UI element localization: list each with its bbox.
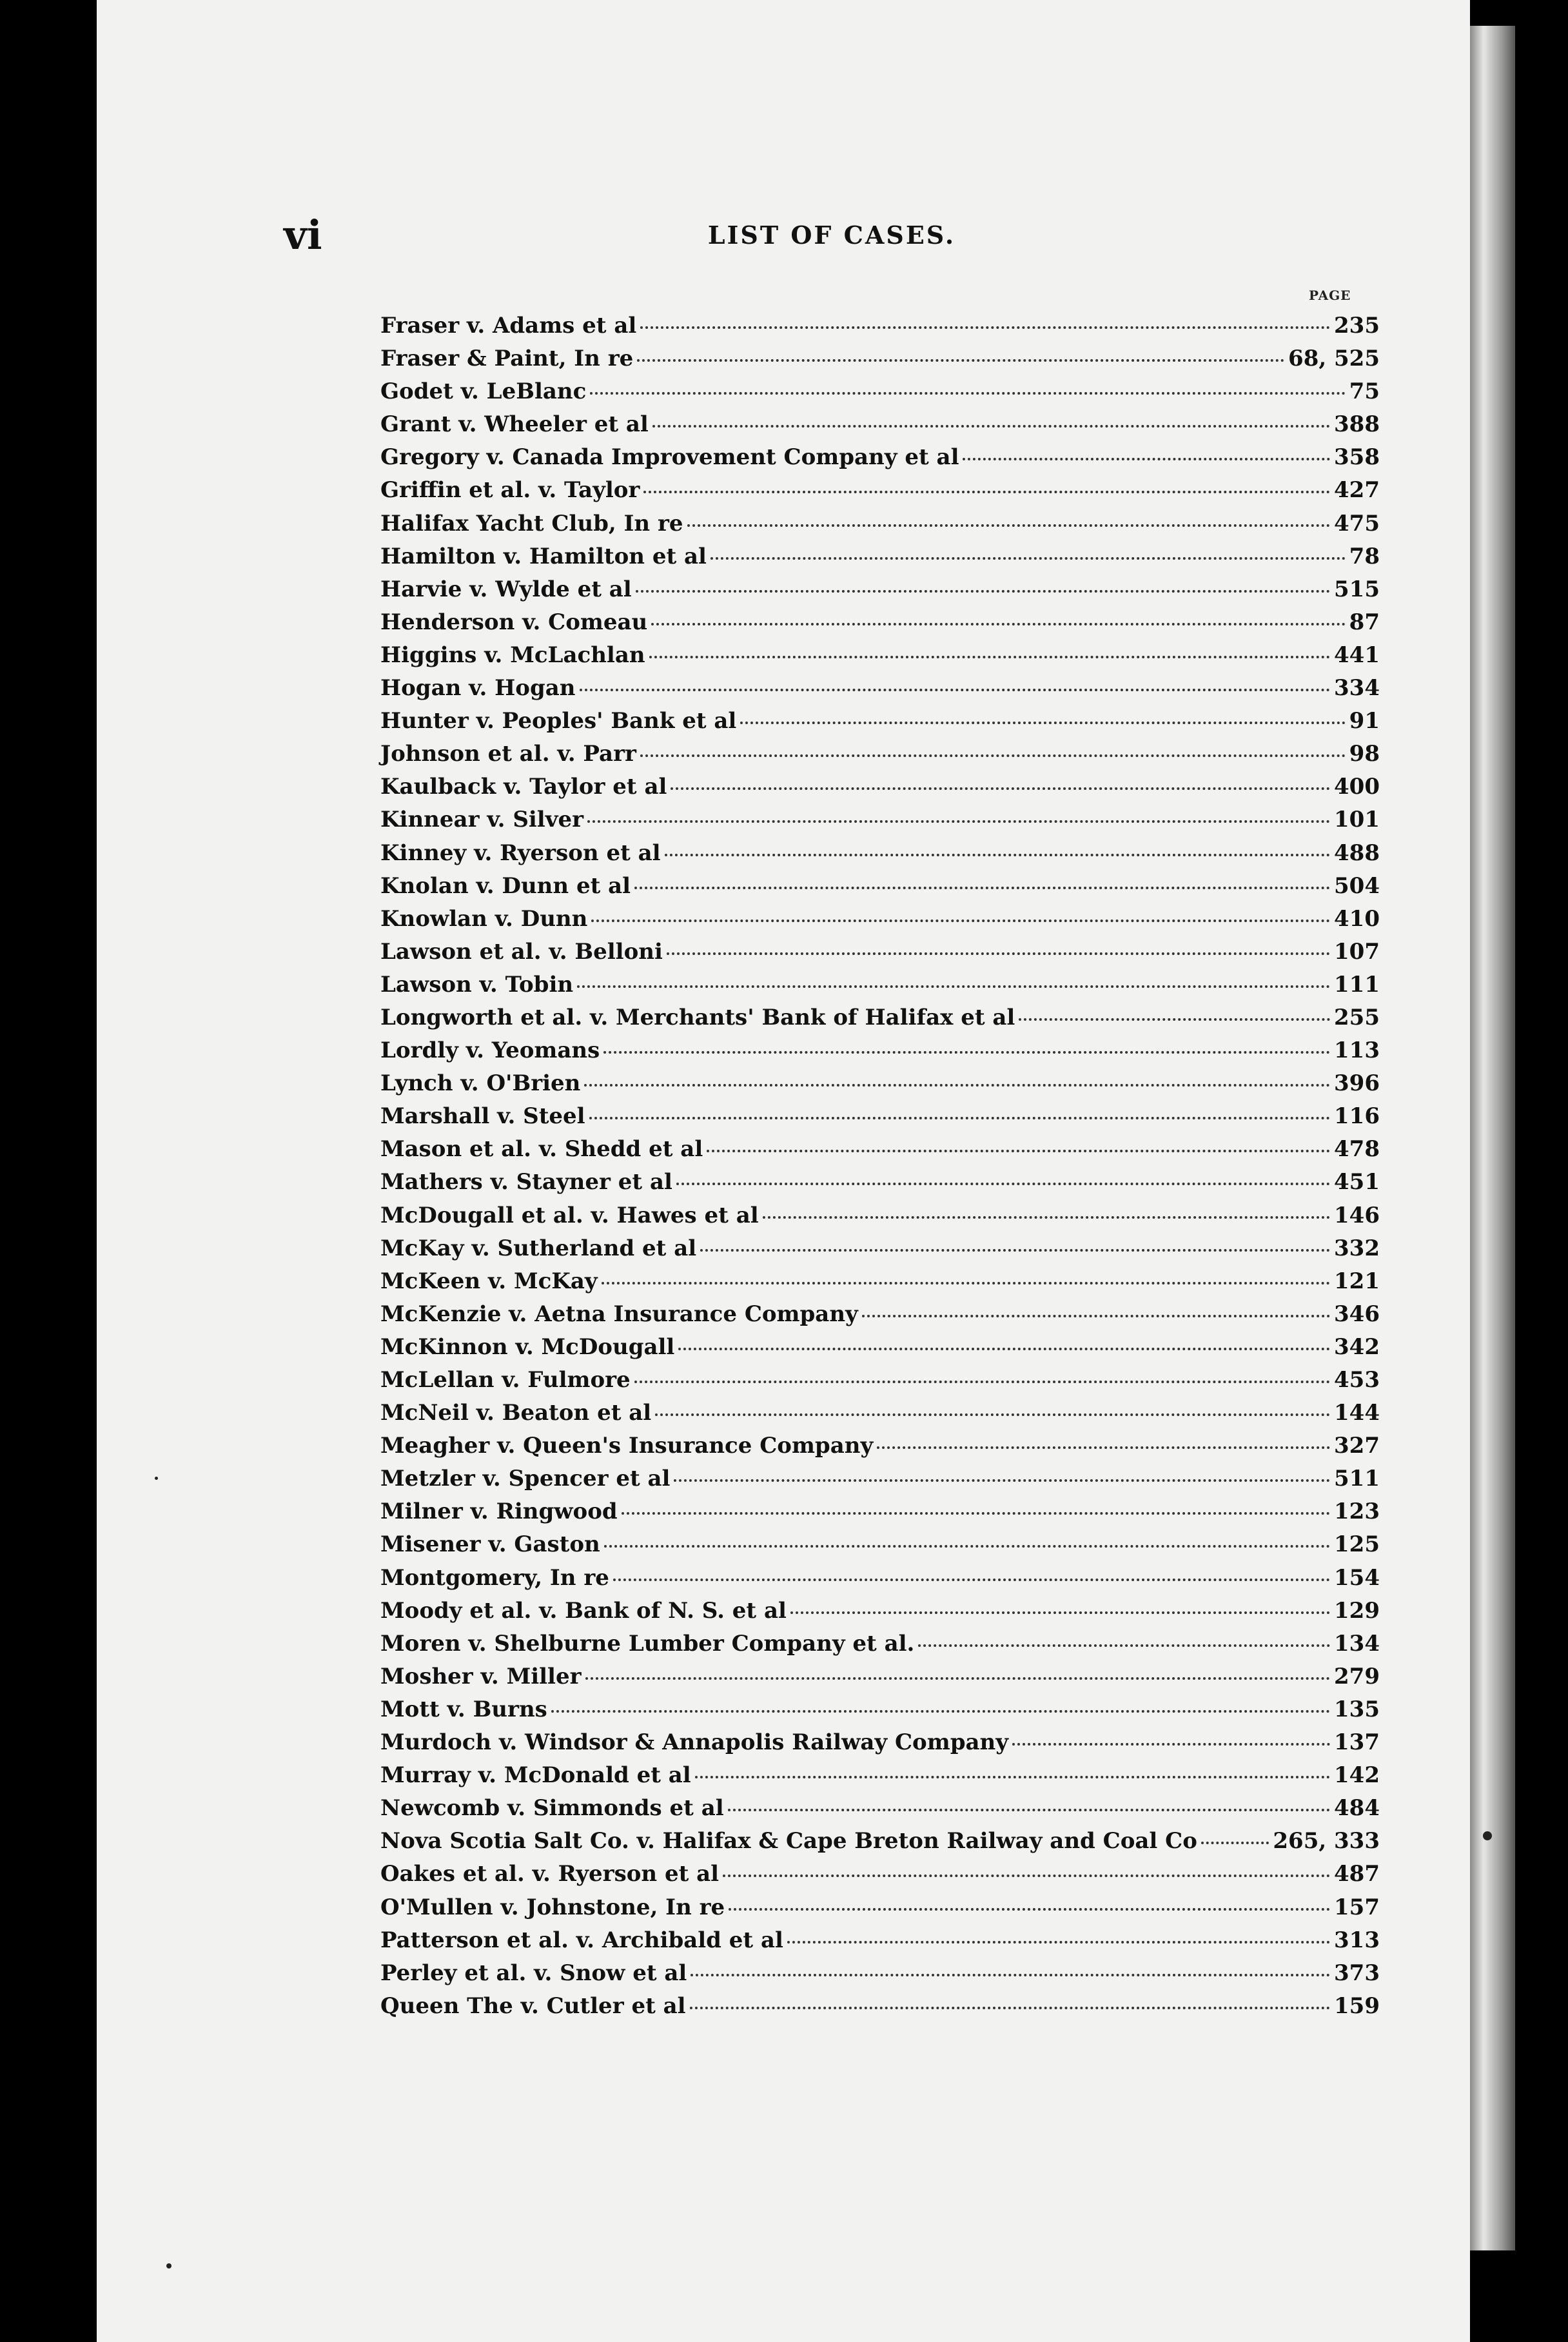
dot-leader — [577, 985, 1330, 988]
case-entry — [380, 1397, 1380, 1430]
case-page-number: 488 — [1334, 840, 1380, 866]
case-entry — [380, 1001, 1380, 1034]
case-name: Mott v. Burns — [380, 1696, 547, 1722]
case-name: Longworth et al. v. Merchants' Bank of Halifax et al — [380, 1004, 1015, 1030]
dot-leader — [602, 1282, 1330, 1284]
case-entry — [380, 1924, 1380, 1957]
case-page-number: 346 — [1334, 1301, 1380, 1327]
case-entry — [380, 903, 1380, 936]
case-name: Moody et al. v. Bank of N. S. et al — [380, 1597, 787, 1624]
case-entry — [380, 936, 1380, 969]
case-page-number: 78 — [1349, 543, 1380, 569]
case-entry — [380, 1495, 1380, 1528]
page-edge — [1470, 26, 1515, 2250]
case-name: Misener v. Gaston — [380, 1531, 600, 1558]
case-entry — [380, 672, 1380, 705]
case-name: McKenzie v. Aetna Insurance Company — [380, 1301, 858, 1327]
case-name: Mathers v. Stayner et al — [380, 1169, 672, 1196]
case-name: Griffin et al. v. Taylor — [380, 477, 640, 504]
case-page-number: 396 — [1334, 1070, 1380, 1097]
dot-leader — [723, 1875, 1330, 1877]
case-entry — [380, 1693, 1380, 1726]
case-page-number: 111 — [1334, 971, 1380, 998]
dot-leader — [690, 2007, 1330, 2009]
case-page-number: 475 — [1334, 510, 1380, 536]
case-page-number: 87 — [1349, 609, 1380, 635]
case-page-number: 154 — [1334, 1564, 1380, 1591]
case-name: Higgins v. McLachlan — [380, 642, 645, 668]
case-entry — [380, 474, 1380, 507]
running-title: LIST OF CASES. — [707, 221, 956, 250]
case-name: Mosher v. Miller — [380, 1663, 582, 1689]
case-page-number: 116 — [1334, 1103, 1380, 1130]
case-name: Queen The v. Cutler et al — [380, 1993, 686, 2019]
case-page-number: 144 — [1334, 1400, 1380, 1426]
case-name: Hunter v. Peoples' Bank et al — [380, 708, 737, 734]
case-name: Lawson et al. v. Belloni — [380, 938, 663, 965]
dot-leader — [622, 1512, 1330, 1515]
case-name: Milner v. Ringwood — [380, 1499, 618, 1525]
case-page-number: 91 — [1349, 708, 1380, 734]
case-name: Hamilton v. Hamilton et al — [380, 543, 707, 569]
case-page-number: 327 — [1334, 1433, 1380, 1459]
case-name: McKinnon v. McDougall — [380, 1333, 675, 1360]
case-name: Halifax Yacht Club, In re — [380, 510, 683, 536]
dot-leader — [787, 1941, 1330, 1943]
dot-leader — [674, 1479, 1330, 1482]
case-entry — [380, 969, 1380, 1001]
case-name: Godet v. LeBlanc — [380, 379, 587, 405]
case-entry — [380, 441, 1380, 474]
case-name: McNeil v. Beaton et al — [380, 1400, 652, 1426]
case-entry — [380, 1759, 1380, 1792]
case-entry — [380, 1957, 1380, 1990]
dot-leader — [584, 1084, 1330, 1087]
dot-leader — [710, 557, 1346, 560]
case-name: Marshall v. Steel — [380, 1103, 585, 1130]
case-entry — [380, 1430, 1380, 1462]
case-page-number: 373 — [1334, 1960, 1380, 1986]
speck — [1483, 1831, 1492, 1840]
case-name: Knowlan v. Dunn — [380, 905, 588, 932]
case-entry — [380, 1990, 1380, 2023]
dot-leader — [687, 524, 1330, 527]
case-entry — [380, 606, 1380, 639]
speck — [166, 2263, 172, 2268]
case-entry — [380, 1825, 1380, 1858]
case-entry — [380, 1595, 1380, 1628]
case-name: Nova Scotia Salt Co. v. Halifax & Cape Breton Railway and Coal Co — [380, 1828, 1197, 1855]
case-page-number: 388 — [1334, 411, 1380, 438]
dot-leader — [667, 952, 1330, 955]
case-name: Perley et al. v. Snow et al — [380, 1960, 687, 1986]
case-name: Meagher v. Queen's Insurance Company — [380, 1433, 874, 1459]
case-name: O'Mullen v. Johnstone, In re — [380, 1894, 725, 1920]
case-page-number: 113 — [1334, 1038, 1380, 1064]
dot-leader — [763, 1216, 1330, 1219]
case-name: Patterson et al. v. Archibald et al — [380, 1927, 783, 1953]
case-name: Kaulback v. Taylor et al — [380, 774, 667, 800]
dot-leader — [636, 590, 1330, 593]
case-entry — [380, 1298, 1380, 1331]
case-page-number: 453 — [1334, 1367, 1380, 1393]
case-name: Johnson et al. v. Parr — [380, 741, 636, 767]
dot-leader — [862, 1315, 1330, 1317]
case-page-number: 235 — [1334, 313, 1380, 339]
dot-leader — [676, 1183, 1330, 1185]
page-header — [284, 206, 1380, 264]
case-entry — [380, 507, 1380, 540]
dot-leader — [590, 392, 1345, 395]
dot-leader — [589, 1117, 1330, 1119]
case-entry — [380, 705, 1380, 738]
case-entry — [380, 540, 1380, 573]
dot-leader — [918, 1644, 1330, 1647]
case-name: Fraser & Paint, In re — [380, 346, 634, 372]
case-name: Murdoch v. Windsor & Annapolis Railway Company — [380, 1729, 1008, 1756]
case-entry — [380, 771, 1380, 803]
dot-leader — [700, 1249, 1330, 1252]
case-page-number: 75 — [1349, 379, 1380, 405]
dot-leader — [591, 920, 1330, 922]
case-name: Harvie v. Wylde et al — [380, 576, 632, 602]
case-page-number: 125 — [1334, 1531, 1380, 1558]
case-name: Oakes et al. v. Ryerson et al — [380, 1861, 720, 1887]
dot-leader — [651, 623, 1345, 625]
dot-leader — [587, 820, 1330, 823]
case-entry — [380, 310, 1380, 342]
case-entry — [380, 1265, 1380, 1298]
case-entry — [380, 375, 1380, 408]
case-name: Hogan v. Hogan — [380, 675, 576, 702]
case-entry — [380, 1067, 1380, 1100]
dot-leader — [640, 754, 1346, 757]
speck — [155, 1477, 158, 1480]
dot-leader — [729, 1908, 1330, 1911]
case-entry — [380, 1528, 1380, 1561]
dot-leader — [1012, 1743, 1330, 1746]
case-page-number: 504 — [1334, 872, 1380, 899]
case-page-number: 342 — [1334, 1333, 1380, 1360]
case-entry — [380, 1331, 1380, 1364]
case-page-number: 134 — [1334, 1630, 1380, 1657]
case-name: Metzler v. Spencer et al — [380, 1466, 671, 1492]
case-entry — [380, 342, 1380, 375]
case-name: Kinnear v. Silver — [380, 807, 584, 833]
case-page-number: 332 — [1334, 1235, 1380, 1261]
dot-leader — [678, 1348, 1330, 1350]
case-page-number: 98 — [1349, 741, 1380, 767]
case-entry — [380, 1462, 1380, 1495]
dot-leader — [1201, 1842, 1269, 1844]
dot-leader — [634, 1381, 1330, 1383]
case-entry — [380, 1199, 1380, 1232]
case-page-number: 410 — [1334, 905, 1380, 932]
dot-leader — [655, 1413, 1330, 1416]
case-page-number: 121 — [1334, 1268, 1380, 1294]
case-entry — [380, 1166, 1380, 1199]
case-page-number: 123 — [1334, 1499, 1380, 1525]
case-page-number: 265, 333 — [1273, 1828, 1380, 1855]
case-page-number: 313 — [1334, 1927, 1380, 1953]
case-entry — [380, 1562, 1380, 1595]
dot-leader — [603, 1051, 1330, 1054]
case-entry — [380, 738, 1380, 771]
case-name: Henderson v. Comeau — [380, 609, 648, 635]
case-page-number: 129 — [1334, 1597, 1380, 1624]
dot-leader — [963, 458, 1330, 460]
case-entry — [380, 1364, 1380, 1397]
case-page-number: 135 — [1334, 1696, 1380, 1722]
case-entry — [380, 1232, 1380, 1265]
case-entry — [380, 803, 1380, 836]
case-page-number: 441 — [1334, 642, 1380, 668]
case-entry — [380, 1891, 1380, 1924]
case-list — [380, 310, 1380, 2023]
case-name: Lawson v. Tobin — [380, 971, 574, 998]
case-name: Lynch v. O'Brien — [380, 1070, 581, 1097]
dot-leader — [695, 1776, 1330, 1778]
dot-leader — [671, 787, 1330, 790]
case-entry — [380, 1133, 1380, 1166]
case-page-number: 101 — [1334, 807, 1380, 833]
case-name: Mason et al. v. Shedd et al — [380, 1136, 703, 1163]
dot-leader — [640, 326, 1330, 329]
dot-leader — [637, 359, 1284, 362]
case-page-number: 157 — [1334, 1894, 1380, 1920]
case-page-number: 484 — [1334, 1795, 1380, 1822]
case-page-number: 334 — [1334, 675, 1380, 702]
case-name: Moren v. Shelburne Lumber Company et al. — [380, 1630, 915, 1657]
dot-leader — [740, 722, 1345, 724]
case-name: Fraser v. Adams et al — [380, 313, 637, 339]
dot-leader — [634, 887, 1330, 889]
case-page-number: 400 — [1334, 774, 1380, 800]
case-name: Lordly v. Yeomans — [380, 1038, 600, 1064]
case-entry — [380, 870, 1380, 903]
case-name: McLellan v. Fulmore — [380, 1367, 631, 1393]
page-number: vi — [284, 212, 322, 259]
case-page-number: 107 — [1334, 938, 1380, 965]
case-name: McDougall et al. v. Hawes et al — [380, 1202, 759, 1228]
case-entry — [380, 639, 1380, 672]
dot-leader — [580, 689, 1331, 691]
case-name: Kinney v. Ryerson et al — [380, 840, 661, 866]
case-page-number: 255 — [1334, 1004, 1380, 1030]
case-page-number: 511 — [1334, 1466, 1380, 1492]
dot-leader — [790, 1611, 1330, 1614]
dot-leader — [707, 1150, 1330, 1152]
dot-leader — [1019, 1018, 1330, 1021]
dot-leader — [649, 656, 1330, 658]
case-page-number: 478 — [1334, 1136, 1380, 1163]
case-entry — [380, 837, 1380, 870]
case-name: McKeen v. McKay — [380, 1268, 598, 1294]
case-page-number: 137 — [1334, 1729, 1380, 1756]
case-name: Knolan v. Dunn et al — [380, 872, 631, 899]
case-name: Grant v. Wheeler et al — [380, 411, 649, 438]
case-name: Murray v. McDonald et al — [380, 1762, 691, 1789]
case-name: Gregory v. Canada Improvement Company et al — [380, 444, 959, 471]
dot-leader — [613, 1579, 1330, 1581]
case-entry — [380, 1100, 1380, 1133]
case-page-number: 146 — [1334, 1202, 1380, 1228]
case-entry — [380, 1034, 1380, 1067]
dot-leader — [604, 1545, 1330, 1548]
case-entry — [380, 573, 1380, 606]
dot-leader — [652, 425, 1330, 428]
dot-leader — [585, 1677, 1331, 1680]
case-name: Newcomb v. Simmonds et al — [380, 1795, 724, 1822]
case-page-number: 487 — [1334, 1861, 1380, 1887]
case-entry — [380, 1726, 1380, 1759]
dot-leader — [691, 1974, 1330, 1976]
case-entry — [380, 1792, 1380, 1825]
case-page-number: 358 — [1334, 444, 1380, 471]
case-entry — [380, 408, 1380, 441]
dot-leader — [665, 854, 1330, 856]
case-name: McKay v. Sutherland et al — [380, 1235, 697, 1261]
case-name: Montgomery, In re — [380, 1564, 609, 1591]
case-entry — [380, 1628, 1380, 1660]
case-entry — [380, 1858, 1380, 1891]
case-page-number: 427 — [1334, 477, 1380, 504]
case-page-number: 159 — [1334, 1993, 1380, 2019]
case-entry — [380, 1660, 1380, 1693]
dot-leader — [728, 1809, 1330, 1811]
dot-leader — [643, 491, 1330, 493]
case-page-number: 142 — [1334, 1762, 1380, 1789]
case-page-number: 515 — [1334, 576, 1380, 602]
dot-leader — [877, 1446, 1330, 1449]
case-page-number: 68, 525 — [1288, 346, 1380, 372]
case-page-number: 451 — [1334, 1169, 1380, 1196]
page-column-heading: PAGE — [1309, 288, 1351, 303]
dot-leader — [551, 1710, 1330, 1713]
case-page-number: 279 — [1334, 1663, 1380, 1689]
